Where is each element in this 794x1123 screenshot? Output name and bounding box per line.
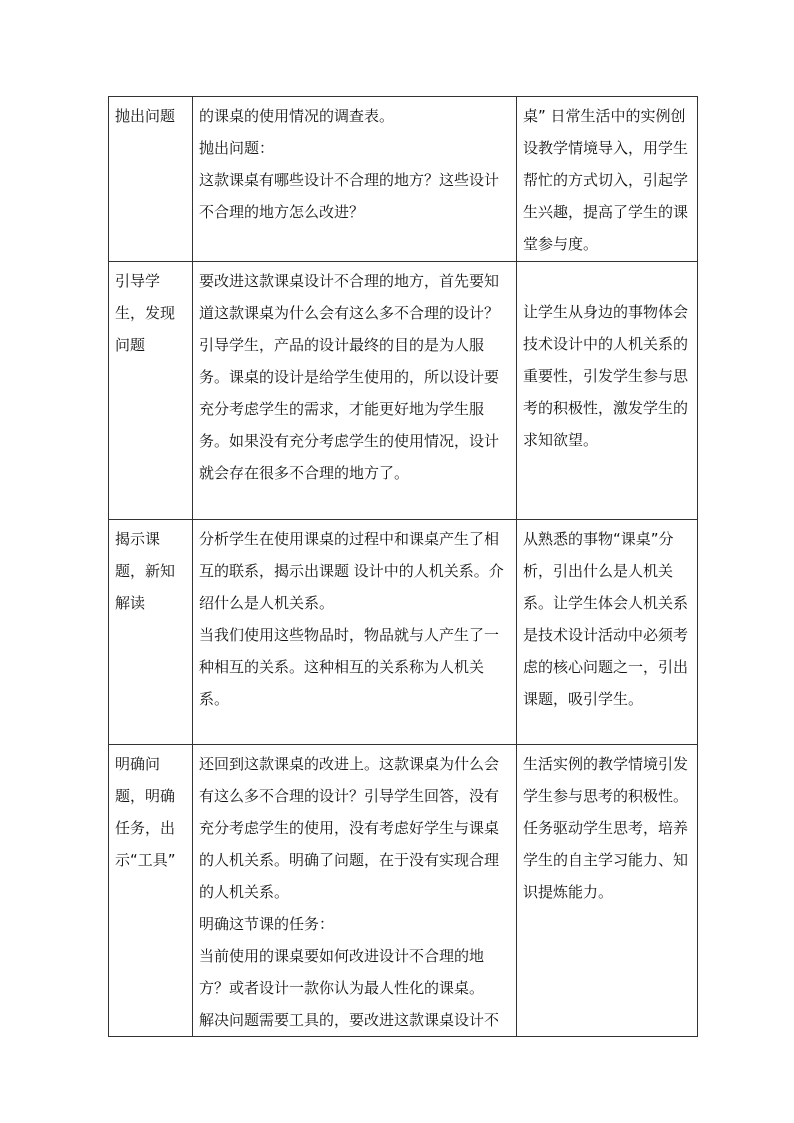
content-paragraph: 当我们使用这些物品时，物品就与人产生了一种相互的关系。这种相互的关系称为人机关系。 xyxy=(199,626,500,708)
content-paragraph: 分析学生在使用课桌的过程中和课桌产生了相互的联系，揭示出课题 设计中的人机关系。介绍什么是人机关系。 xyxy=(199,530,504,612)
content-paragraph: 解决问题需要工具的，要改进这款课桌设计不 xyxy=(199,1011,500,1029)
intent-cell xyxy=(517,745,698,1037)
content-paragraph: 明确这节课的任务： xyxy=(199,915,335,933)
table-row xyxy=(109,97,698,262)
intent-cell xyxy=(517,520,698,745)
table-row xyxy=(109,262,698,520)
stage-cell: 明确问题，明确任务，出示“工具” xyxy=(109,745,193,1037)
stage-cell: 抛出问题 xyxy=(109,97,193,262)
intent-paragraph: 桌” 日常生活中的实例创设教学情境导入，用学生帮忙的方式切入，引起学生兴趣，提高了学生的课堂参与度。 xyxy=(523,107,689,253)
table-row xyxy=(109,745,698,1037)
content-paragraph: 当前使用的课桌要如何改进设计不合理的地方？或者设计一款你认为最人性化的课桌。 xyxy=(199,947,485,997)
intent-paragraph: 让学生从身边的事物体会技术设计中的人机关系的重要性，引发学生参与思考的积极性，激发学生的求知欲望。 xyxy=(523,303,689,449)
content-paragraph: 要改进这款课桌设计不合理的地方，首先要知道这款课桌为什么会有这么多不合理的设计？引导学生，产品的设计最终的目的是为人服务。课桌的设计是给学生使用的，所以设计要充分考虑学生的需求，才能更好地为学生服务。如果没有充分考虑学生的使用情况，设计就会存在很多不合理的地方了。 xyxy=(199,272,500,482)
content-paragraph: 抛出问题： xyxy=(199,139,275,157)
stage-cell: 揭示课题，新知解读 xyxy=(109,520,193,745)
content-paragraph: 这款课桌有哪些设计不合理的地方？这些设计不合理的地方怎么改进？ xyxy=(199,171,500,221)
content-paragraph: 还回到这款课桌的改进上。这款课桌为什么会有这么多不合理的设计？引导学生回答，没有充分考虑学生的使用，没有考虑好学生与课桌的人机关系。明确了问题，在于没有实现合理的人机关系。 xyxy=(199,755,500,901)
content-paragraph: 的课桌的使用情况的调查表。 xyxy=(199,107,395,125)
content-cell xyxy=(193,97,517,262)
content-cell xyxy=(193,262,517,520)
lesson-plan-table xyxy=(108,96,698,1037)
intent-paragraph: 生活实例的教学情境引发学生参与思考的积极性。任务驱动学生思考，培养学生的自主学习能力、知识提炼能力。 xyxy=(523,755,689,901)
content-cell xyxy=(193,520,517,745)
intent-cell xyxy=(517,97,698,262)
content-cell xyxy=(193,745,517,1037)
intent-cell xyxy=(517,262,698,520)
intent-paragraph: 从熟悉的事物“课桌”分析，引出什么是人机关系。让学生体会人机关系是技术设计活动中必须考虑的核心问题之一，引出课题，吸引学生。 xyxy=(523,530,689,708)
table-row xyxy=(109,520,698,745)
stage-cell: 引导学生，发现问题 xyxy=(109,262,193,520)
